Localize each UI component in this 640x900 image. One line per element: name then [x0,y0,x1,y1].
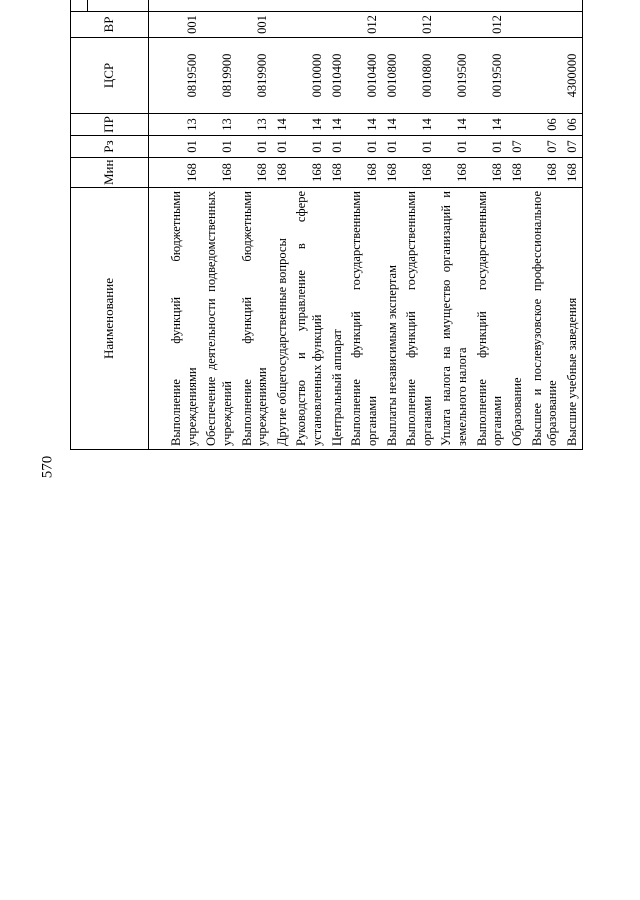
cell-vr: 012 [402,12,437,38]
cell-min: 168 [238,158,273,188]
cell-pr: 14 [328,114,348,136]
cell-name: Выплаты независимым экспертам [383,188,403,450]
cell-changes [563,0,583,12]
cell-min: 168 [437,158,472,188]
header-rz: Рз [71,136,149,158]
cell-pr: 13 [202,114,237,136]
table-row [347,0,382,450]
cell-name: Выполнение функций государственными органами [402,188,437,450]
cell-name: Центральный аппарат [328,188,348,450]
cell-changes [383,0,403,12]
cell-vr [528,12,563,38]
cell-csr: 0010800 [402,38,437,114]
cell-min: 168 [273,158,293,188]
header-name: Наименование [71,188,149,450]
cell-name: Выполнение функций бюджетными учреждениями [149,188,203,450]
header-csr: ЦСР [71,38,149,114]
cell-rz: 01 [402,136,437,158]
cell-vr [383,12,403,38]
cell-name: Образование [508,188,528,450]
header-changes [88,0,149,12]
cell-name: Высшие учебные заведения [563,188,583,450]
cell-name: Другие общегосударственные вопросы [273,188,293,450]
cell-changes [473,0,508,12]
cell-csr [273,38,293,114]
budget-table [70,0,583,450]
cell-rz: 01 [473,136,508,158]
cell-rz: 07 [563,136,583,158]
cell-rz: 01 [238,136,273,158]
cell-rz: 07 [508,136,528,158]
cell-changes [347,0,382,12]
cell-pr: 14 [273,114,293,136]
cell-csr: 0819500 [149,38,203,114]
cell-min: 168 [563,158,583,188]
cell-min: 168 [402,158,437,188]
header-vr: ВР [71,12,149,38]
cell-min: 168 [473,158,508,188]
cell-changes [149,0,203,12]
cell-name: Уплата налога на имущество организаций и земельного налога [437,188,472,450]
table-body [149,0,583,450]
table-row [473,0,508,450]
table-row [202,0,237,450]
cell-min: 168 [149,158,203,188]
table-row [383,0,403,450]
cell-pr: 06 [563,114,583,136]
cell-vr [328,12,348,38]
cell-vr [508,12,528,38]
table-row [292,0,327,450]
cell-csr: 0019500 [473,38,508,114]
cell-changes [528,0,563,12]
table-row [508,0,528,450]
cell-changes [508,0,528,12]
table-row [238,0,273,450]
cell-pr: 14 [437,114,472,136]
cell-csr [528,38,563,114]
table-row [563,0,583,450]
cell-changes [328,0,348,12]
header-summa [71,0,88,12]
cell-rz: 01 [273,136,293,158]
cell-min: 168 [347,158,382,188]
cell-name: Выполнение функций бюджетными учреждениями [238,188,273,450]
cell-rz: 01 [149,136,203,158]
cell-name: Высшее и послевузовское профессиональное образование [528,188,563,450]
table-row [328,0,348,450]
cell-min: 168 [202,158,237,188]
table-row [437,0,472,450]
cell-csr: 4300000 [563,38,583,114]
cell-pr: 14 [402,114,437,136]
cell-name: Обеспечение деятельности подведомственных учреждений [202,188,237,450]
table-row [402,0,437,450]
cell-rz: 01 [292,136,327,158]
cell-changes [402,0,437,12]
cell-vr [437,12,472,38]
cell-vr: 012 [347,12,382,38]
cell-changes [238,0,273,12]
cell-csr: 0019500 [437,38,472,114]
cell-rz: 01 [437,136,472,158]
cell-name: Выполнение функций государственными органами [347,188,382,450]
cell-min: 168 [292,158,327,188]
rotated-page-content [70,0,610,450]
cell-pr: 14 [292,114,327,136]
cell-pr [508,114,528,136]
header-min: Мин [71,158,149,188]
cell-name: Руководство и управление в сфере установленных функций [292,188,327,450]
cell-rz: 07 [528,136,563,158]
page-number: 570 [39,455,56,479]
cell-min: 168 [328,158,348,188]
cell-pr: 13 [149,114,203,136]
cell-rz: 01 [383,136,403,158]
table-row [273,0,293,450]
table-row [149,0,203,450]
cell-vr: 001 [238,12,273,38]
cell-csr: 0010800 [383,38,403,114]
cell-csr: 0819900 [202,38,237,114]
cell-csr [508,38,528,114]
cell-name: Выполнение функций государственными органами [473,188,508,450]
table-header [71,0,149,450]
cell-pr: 14 [473,114,508,136]
cell-changes [273,0,293,12]
cell-rz: 01 [328,136,348,158]
cell-rz: 01 [347,136,382,158]
cell-vr [273,12,293,38]
cell-changes [292,0,327,12]
cell-rz: 01 [202,136,237,158]
cell-min: 168 [383,158,403,188]
cell-min: 168 [528,158,563,188]
cell-csr: 0010400 [347,38,382,114]
cell-vr [563,12,583,38]
cell-pr: 14 [383,114,403,136]
cell-changes [437,0,472,12]
cell-vr: 001 [149,12,203,38]
cell-changes [202,0,237,12]
cell-min: 168 [508,158,528,188]
cell-csr: 0010000 [292,38,327,114]
cell-csr: 0010400 [328,38,348,114]
cell-csr: 0819900 [238,38,273,114]
cell-pr: 06 [528,114,563,136]
cell-vr [292,12,327,38]
cell-pr: 14 [347,114,382,136]
cell-pr: 13 [238,114,273,136]
header-pr: ПР [71,114,149,136]
cell-vr: 012 [473,12,508,38]
cell-vr [202,12,237,38]
table-row [528,0,563,450]
